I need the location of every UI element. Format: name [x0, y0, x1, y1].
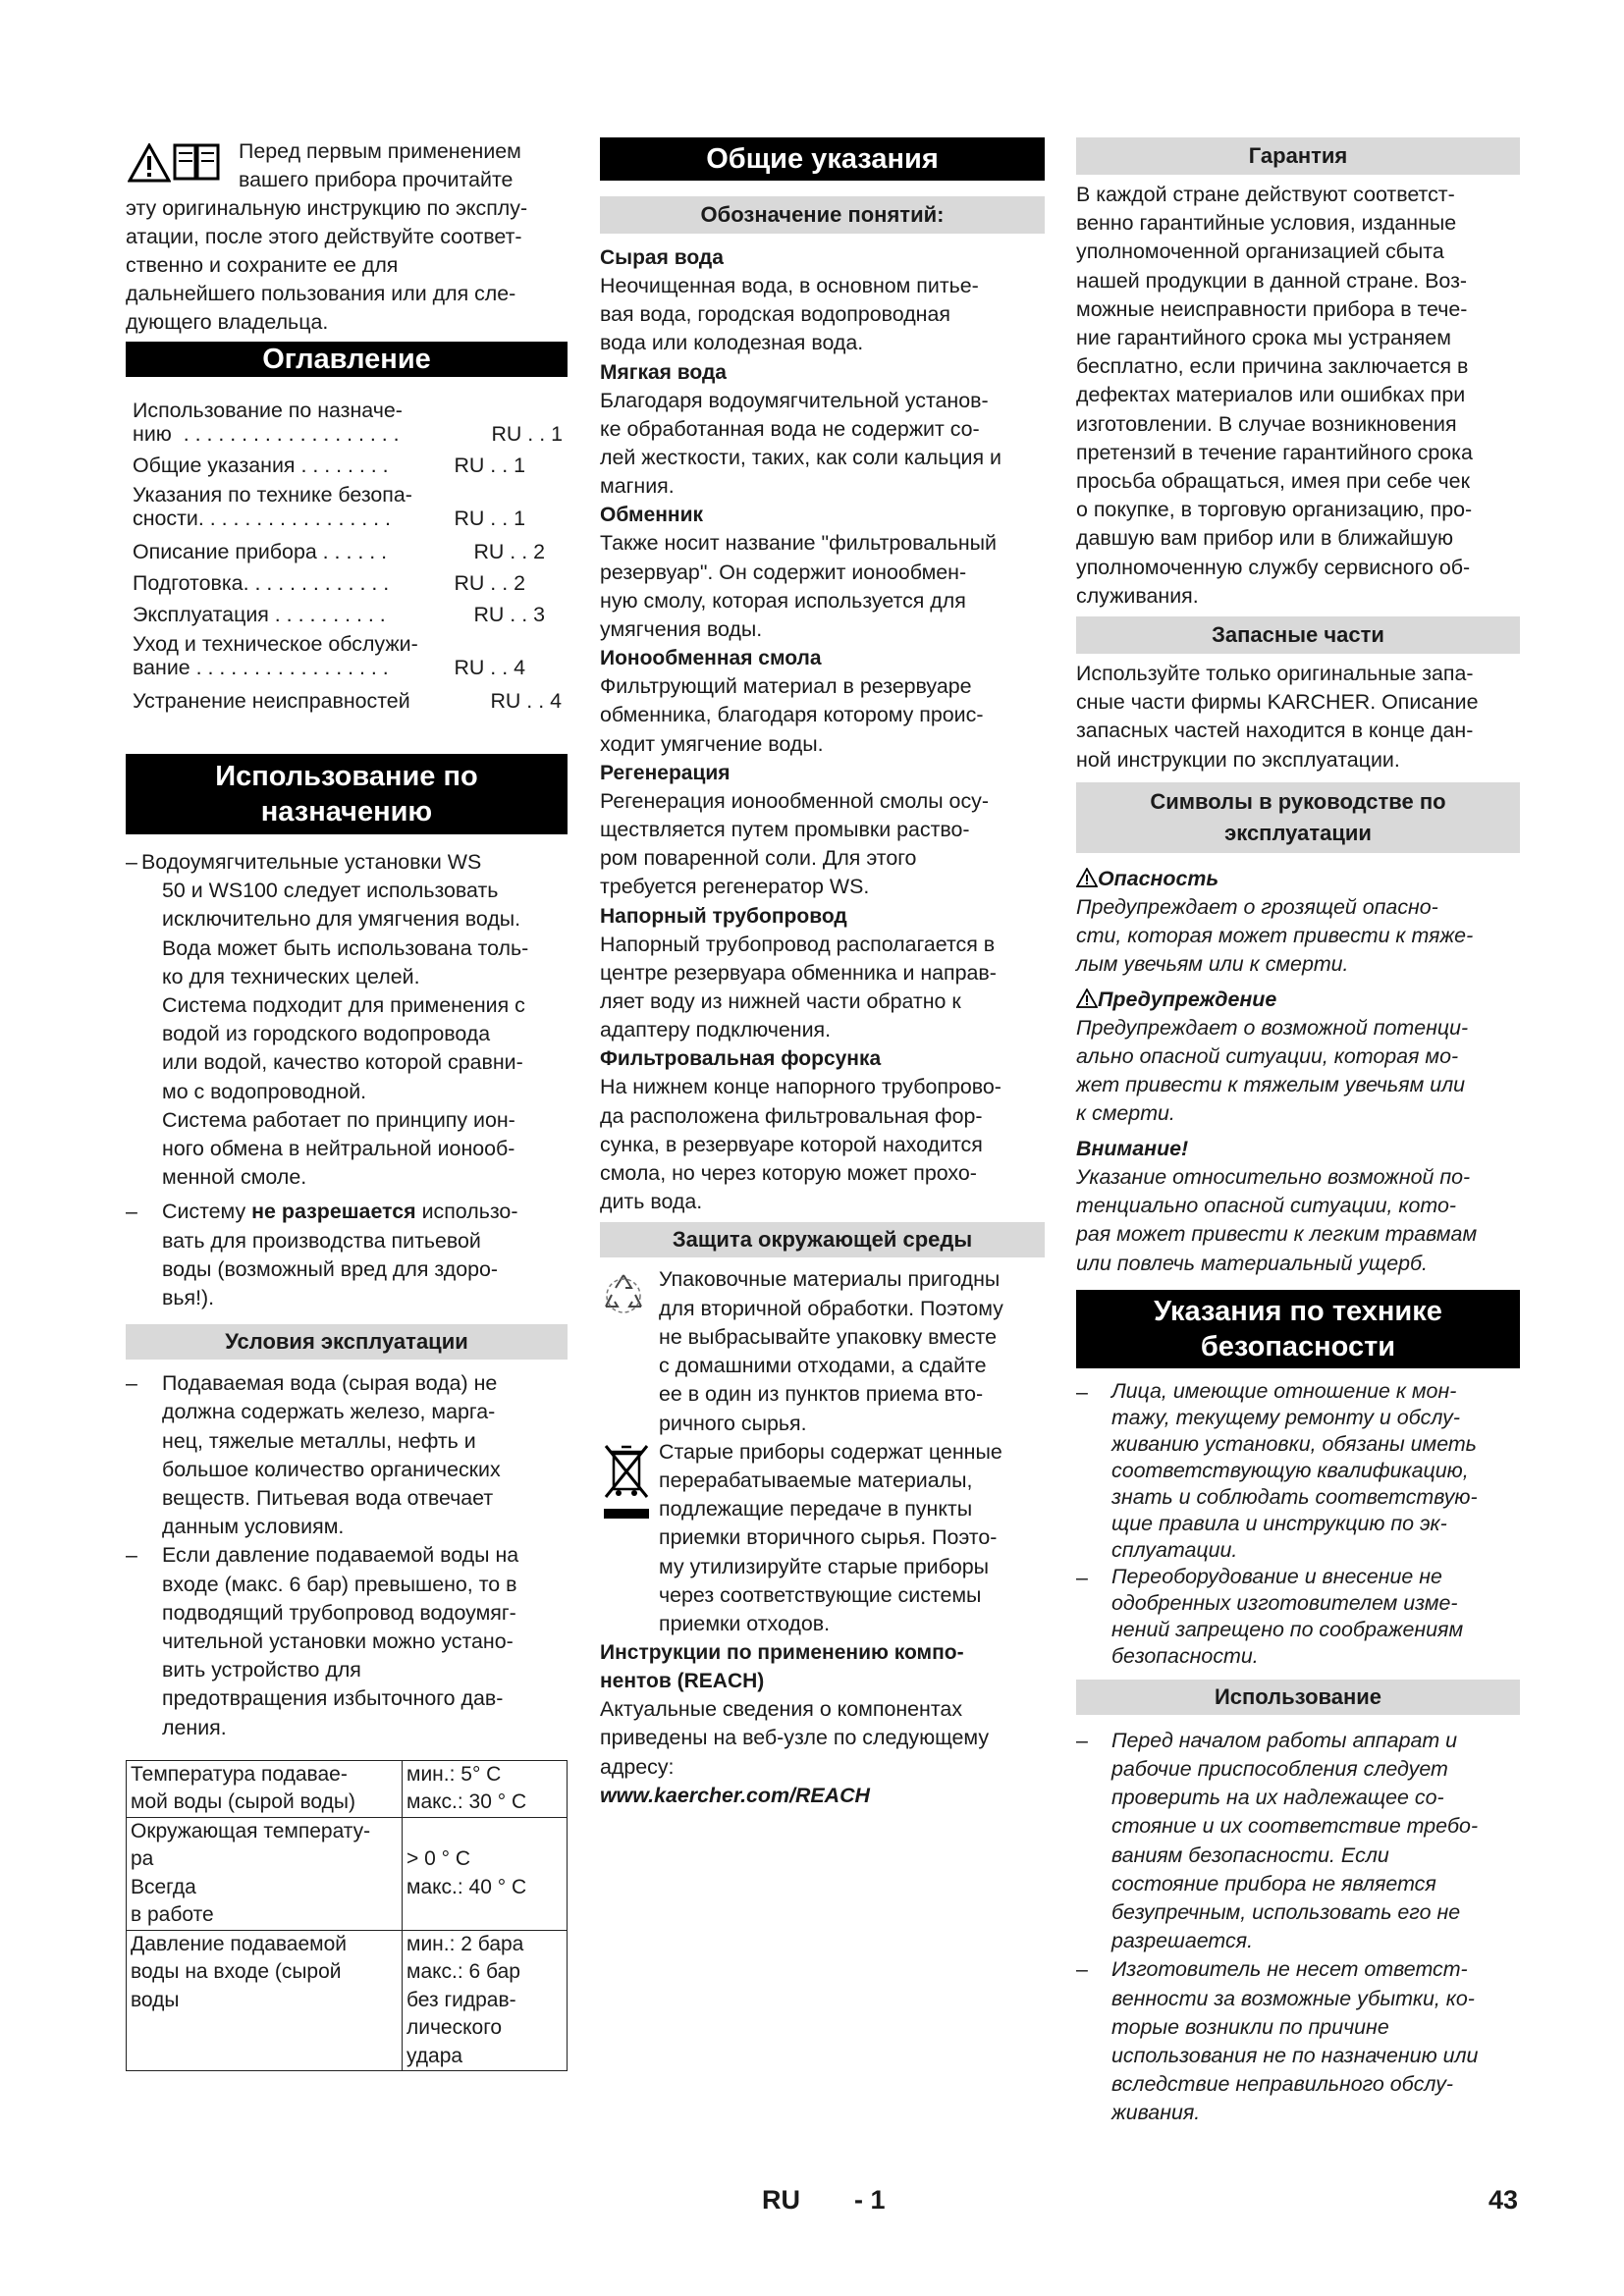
warranty-text: В каждой стране действуют соответст- венно гарантийные условия, изданные уполномоченной организацией сбыта нашей продукции в данной стране. Воз- можные неисправности прибора в тече- ние гарантийного срока мы устраняем бесплатно, если причина заключается в дефектах материалов или ошибках при изготовлении. В случае возникновения претензий в течение гарантийного срока просьба обращаться, имея при себе чек о покупке, в торговую организацию, про- давшую вам прибор или в ближайшую уполномоченную службу сервисного об- служивания.	[1076, 183, 1473, 608]
crossed-bin-icon	[602, 1442, 651, 1524]
column-middle	[600, 137, 1045, 1810]
column-right	[1076, 137, 1520, 2128]
list-item: – Если давление подаваемой воды на входе (макс. 6 бар) превышено, то в подводящий трубопровод водоумяг- чительной установки можно устано- вить устройство для предотвращения избыточного дав- ления.	[126, 1543, 519, 1739]
usage-heading: Использование по назначению	[126, 754, 568, 834]
conditions-table	[126, 1760, 568, 2072]
page-number: 43	[1489, 2185, 1519, 2215]
toc-heading: Оглавление	[126, 342, 568, 377]
list-item: – Лица, имеющие отношение к мон- тажу, текущему ремонту и обслу- живанию установки, обязаны иметь соответствующую квалификацию, знать и соблюдать соответствую- щие правила и инструкцию по эк- сплуатации.	[1076, 1378, 1478, 1562]
toc-entry[interactable]: Уход и техническое обслужи- вание . . . . . . . . . . . . . . . . . RU . . 4	[133, 632, 525, 679]
table-of-contents	[126, 399, 563, 715]
intro-section	[126, 137, 568, 334]
intro-line: Перед первым применением	[239, 139, 521, 163]
term-entry: Регенерация Регенерация ионообменной смолы осу- ществляется путем промывки раство- ром поваренной соли. Для этого требуется регенератор WS.	[600, 761, 989, 899]
warning-triangle-icon	[1076, 868, 1098, 887]
intro-line: дальнейшего пользования или для сле-	[126, 282, 516, 305]
term-entry: Мягкая вода Благодаря водоумягчительной установ- ке обработанная вода не содержит со- лей жесткости, таких, как соли кальция и магния.	[600, 360, 1001, 499]
reach-block: Инструкции по применению компо- нентов (REACH) Актуальные сведения о компонентах приведены на веб-узле по следующему адресу: www.kaercher.com/REACH	[600, 1638, 1045, 1810]
term-entry: Ионообменная смола Фильтрующий материал в резервуаре обменника, благодаря которому проис- ходит умягчение воды.	[600, 647, 984, 756]
conditions-heading: Условия эксплуатации	[126, 1324, 568, 1360]
term-entry: Обменник Также носит название "фильтровальный резервуар". Он содержит ионообмен- ную смолу, которая используется для умягчения воды.	[600, 504, 997, 642]
toc-entry[interactable]: Указания по технике безопа- сности. . . . . . . . . . . . . . . . . RU . . 1	[133, 483, 525, 530]
symbols-list: Опасность Предупреждает о грозящей опасно- сти, которая может привести к тяже- лым увечьям или к смерти. Предупреждение Предупреждает о возможной потенци- ально опасной ситуации, которая мо- жет привести к тяжелым увечьям или к смерти. Внимание! Указание относительно возможной по- тенциально опасной ситуации, кото- рая может привести к легким травмам или повлечь материальный ущерб.	[1076, 865, 1520, 1278]
intro-line: эту оригинальную инструкцию по эксплу-	[126, 196, 528, 220]
usage-list	[126, 848, 568, 1312]
general-heading: Общие указания	[600, 137, 1045, 181]
symbols-heading: Символы в руководстве по эксплуатации	[1076, 782, 1520, 853]
spares-heading: Запасные части	[1076, 616, 1520, 654]
term-entry: Фильтровальная форсунка На нижнем конце напорного трубопрово- да расположена фильтровальная фор- сунка, в резервуаре которой находится смола, но через которую может прохо- дить вода.	[600, 1047, 1001, 1214]
toc-entry[interactable]: Описание прибора . . . . . . RU . . 2	[133, 540, 545, 563]
recycle-block: Упаковочные материалы пригодны для вторичной обработки. Поэтому не выбрасывайте упаковку вместе с домашними отходами, а сдайте ее в один из пунктов приема вто- ричного сырья.	[600, 1265, 1045, 1437]
list-item: – Подаваемая вода (сырая вода) не должна содержать железо, марга- нец, тяжелые металлы, нефть и большое количество органических веществ. Питьевая вода отвечает данным условиям.	[126, 1371, 501, 1539]
warning-label: Предупреждение	[1076, 986, 1520, 1014]
table-row: Окружающая температу- ра Всегда в работе > 0 ° C макс.: 40 ° C	[127, 1817, 568, 1930]
manual-book-icon	[173, 141, 220, 183]
danger-label: Опасность	[1076, 865, 1520, 893]
term-entry: Сырая вода Неочищенная вода, в основном питье- вая вода, городская водопроводная вода или колодезная вода.	[600, 246, 979, 355]
toc-entry[interactable]: Использование по назначе- нию . . . . . . . . . . . . . . . . . . . RU . . 1	[133, 399, 563, 446]
terms-list	[600, 243, 1045, 1216]
reach-link[interactable]: www.kaercher.com/REACH	[600, 1783, 871, 1807]
warranty-heading: Гарантия	[1076, 137, 1520, 175]
recycle-icon	[600, 1271, 647, 1316]
terms-subheading: Обозначение понятий:	[600, 196, 1045, 234]
list-item: – Водоумягчительные установки WS 50 и WS100 следует использовать исключительно для умягчения воды. Вода может быть использована толь- ко для технических целей. Система подходит для применения с водой из городского водопровода или водой, качество которой сравни- мо с водопроводной. Система работает по принципу ион- ного обмена в нейтральной ионооб- менной смоле.	[126, 850, 529, 1190]
environment-heading: Защита окружающей среды	[600, 1222, 1045, 1257]
safety-heading: Указания по технике безопасности	[1076, 1290, 1520, 1368]
footer-lang: RU	[762, 2185, 800, 2215]
intro-line: дующего владельца.	[126, 310, 329, 334]
safety-use-heading: Использование	[1076, 1680, 1520, 1715]
intro-line: ственно и сохраните ее для	[126, 253, 399, 277]
conditions-list	[126, 1369, 568, 1742]
footer-page-ref: - 1	[854, 2185, 886, 2215]
safety-use-list	[1076, 1727, 1520, 2128]
toc-entry[interactable]: Эксплуатация . . . . . . . . . . RU . . 3	[133, 603, 545, 626]
list-item: – Изготовитель не несет ответст- венности за возможные убытки, ко- торые возникли по причине использования не по назначению или вследствие неправильного обслу- живания.	[1076, 1957, 1479, 2125]
toc-entry[interactable]: Устранение неисправностей RU . . 4	[133, 689, 562, 713]
list-item: – Перед началом работы аппарат и рабочие приспособления следует проверить на их надлежащее со- стояние и их соответствие требо- ваниям безопасности. Если состояние прибора не является безупречным, использовать его не разрешается.	[1076, 1728, 1479, 1953]
list-item: – Переоборудование и внесение не одобренных изготовителем изме- нений запрещено по соображениям безопасности.	[1076, 1564, 1464, 1668]
intro-line: вашего прибора прочитайте	[239, 168, 514, 191]
weee-block: Старые приборы содержат ценные перерабатываемые материалы, подлежащие передаче в пункты приемки вторичного сырья. Поэто- му утилизируйте старые приборы через соответствующие системы приемки отходов.	[600, 1438, 1045, 1638]
intro-line: атации, после этого действуйте соответ-	[126, 225, 522, 248]
table-row: Давление подаваемой воды на входе (сырой воды мин.: 2 бара макс.: 6 бар без гидрав- лического удара	[127, 1930, 568, 2071]
spares-text: Используйте только оригинальные запа- сные части фирмы KARCHER. Описание запасных частей находится в конце дан- ной инструкции по эксплуатации.	[1076, 662, 1479, 772]
list-item: – Систему не разрешается использо- вать для производства питьевой воды (возможный вред для здоро- вья!).	[126, 1200, 518, 1310]
toc-entry[interactable]: Подготовка. . . . . . . . . . . . . RU . . 2	[133, 571, 525, 595]
warning-triangle-icon	[128, 143, 171, 183]
table-row: Температура подавае- мой воды (сырой воды) мин.: 5° C макс.: 30 ° C	[127, 1760, 568, 1817]
caution-label: Внимание!	[1076, 1136, 1189, 1160]
warning-triangle-icon	[1076, 988, 1098, 1008]
safety-list	[1076, 1378, 1520, 1670]
term-entry: Напорный трубопровод Напорный трубопровод располагается в центре резервуара обменника и направ- ляет воду из нижней части обратно к адаптеру подключения.	[600, 904, 997, 1042]
toc-entry[interactable]: Общие указания . . . . . . . . RU . . 1	[133, 454, 525, 477]
column-left	[126, 137, 568, 2071]
